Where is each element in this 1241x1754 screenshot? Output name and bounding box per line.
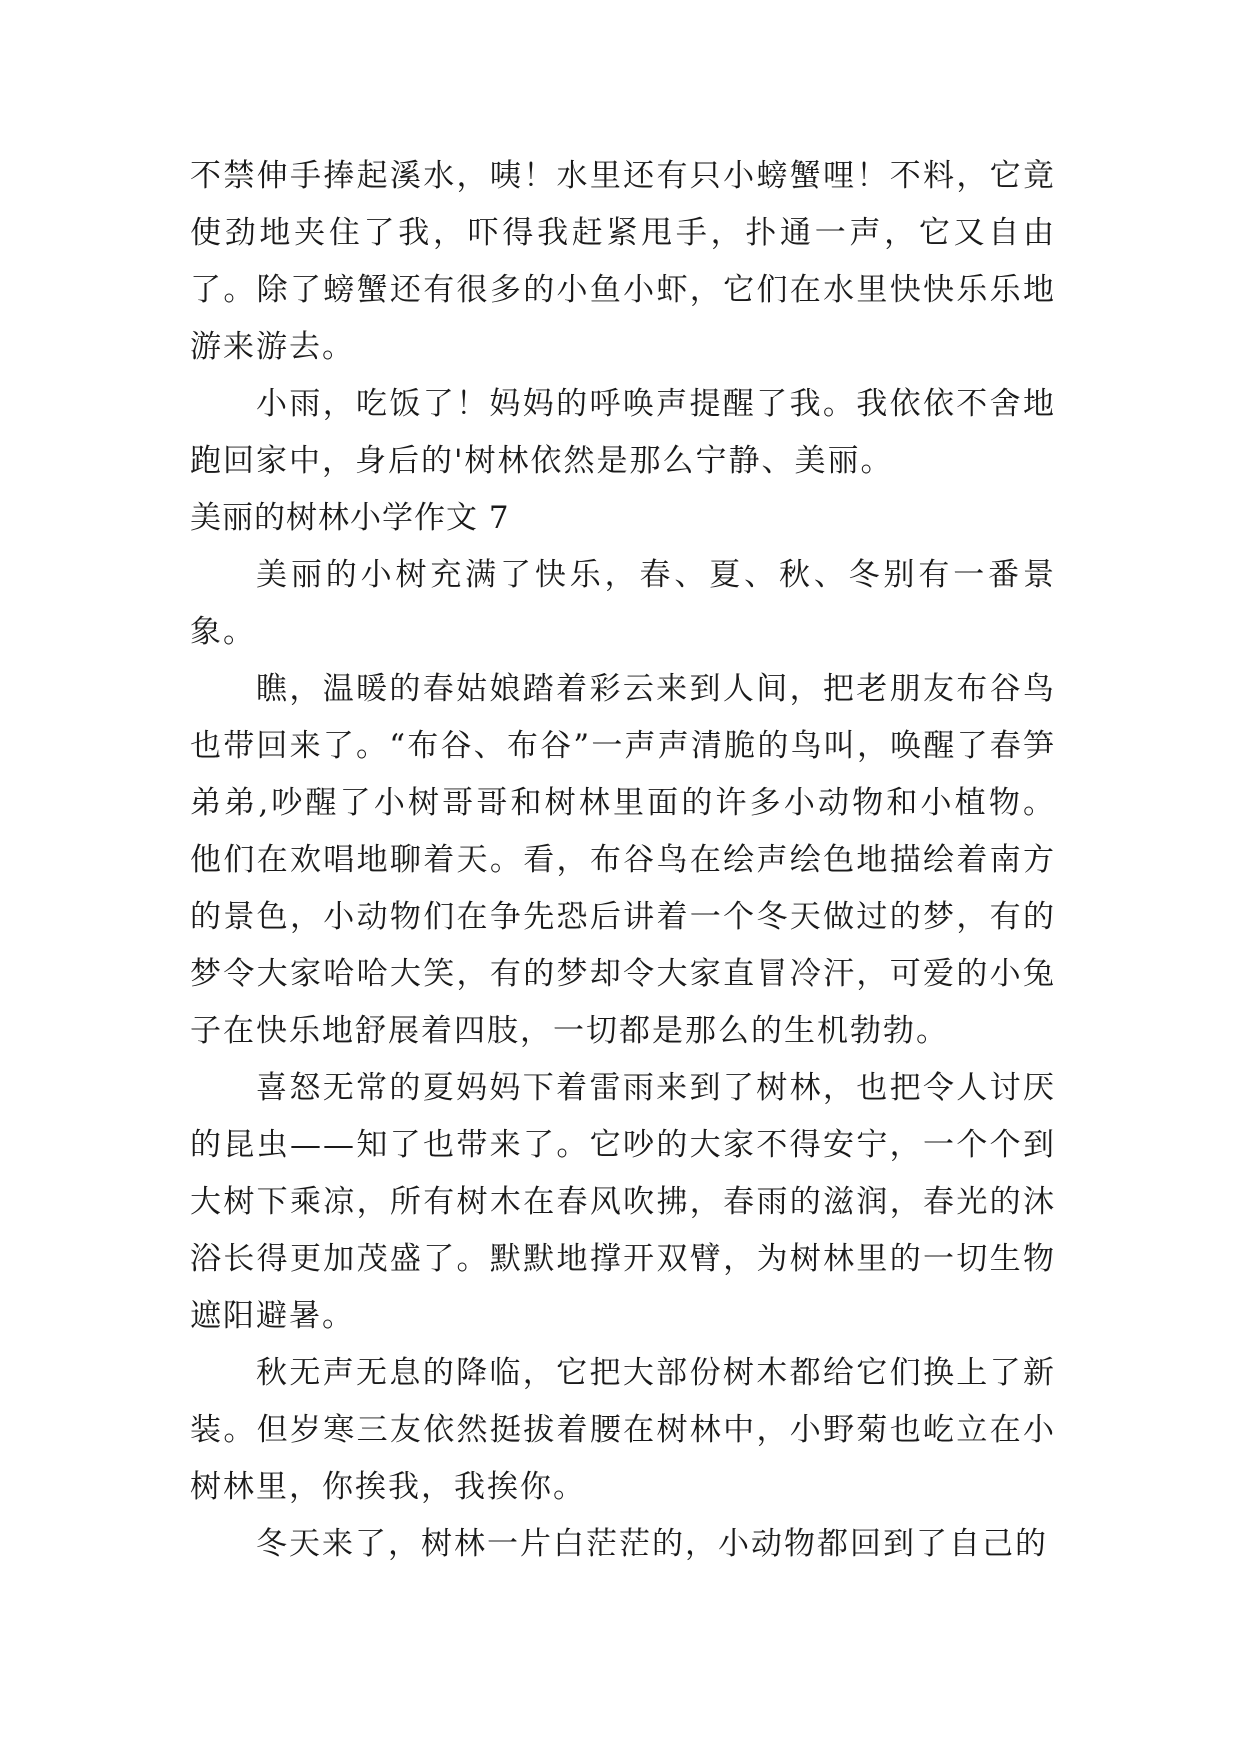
paragraph-3: 美丽的小树充满了快乐，春、夏、秋、冬别有一番景象。 — [190, 557, 1056, 650]
document-page — [190, 148, 1056, 1573]
paragraph-6: 秋无声无息的降临，它把大部份树木都给它们换上了新装。但岁寒三友依然挺拔着腰在树林中，小野菊也屹立在小树林里，你挨我，我挨你。 — [190, 1355, 1056, 1505]
paragraph-7: 冬天来了，树林一片白茫茫的，小动物都回到了自己的 — [256, 1526, 1048, 1562]
paragraph-4: 瞧，温暖的春姑娘踏着彩云来到人间，把老朋友布谷鸟也带回来了。“布谷、布谷”一声声清脆的鸟叫，唤醒了春笋弟弟,吵醒了小树哥哥和树林里面的许多小动物和小植物。他们在欢唱地聊着天。看，布谷鸟在绘声绘色地描绘着南方的景色，小动物们在争先恐后讲着一个冬天做过的梦，有的梦令大家哈哈大笑，有的梦却令大家直冒冷汗，可爱的小兔子在快乐地舒展着四肢，一切都是那么的生机勃勃。 — [190, 671, 1056, 1049]
section-heading: 美丽的树林小学作文 7 — [190, 500, 510, 536]
paragraph-2: 小雨，吃饭了！妈妈的呼唤声提醒了我。我依依不舍地跑回家中，身后的'树林依然是那么宁静、美丽。 — [190, 386, 1056, 479]
paragraph-1: 不禁伸手捧起溪水，咦！水里还有只小螃蟹哩！不料，它竟使劲地夹住了我，吓得我赶紧甩手，扑通一声，它又自由了。除了螃蟹还有很多的小鱼小虾，它们在水里快快乐乐地游来游去。 — [190, 158, 1056, 365]
paragraph-5: 喜怒无常的夏妈妈下着雷雨来到了树林，也把令人讨厌的昆虫——知了也带来了。它吵的大家不得安宁，一个个到大树下乘凉，所有树木在春风吹拂，春雨的滋润，春光的沐浴长得更加茂盛了。默默地撑开双臂，为树林里的一切生物遮阳避暑。 — [190, 1070, 1056, 1334]
